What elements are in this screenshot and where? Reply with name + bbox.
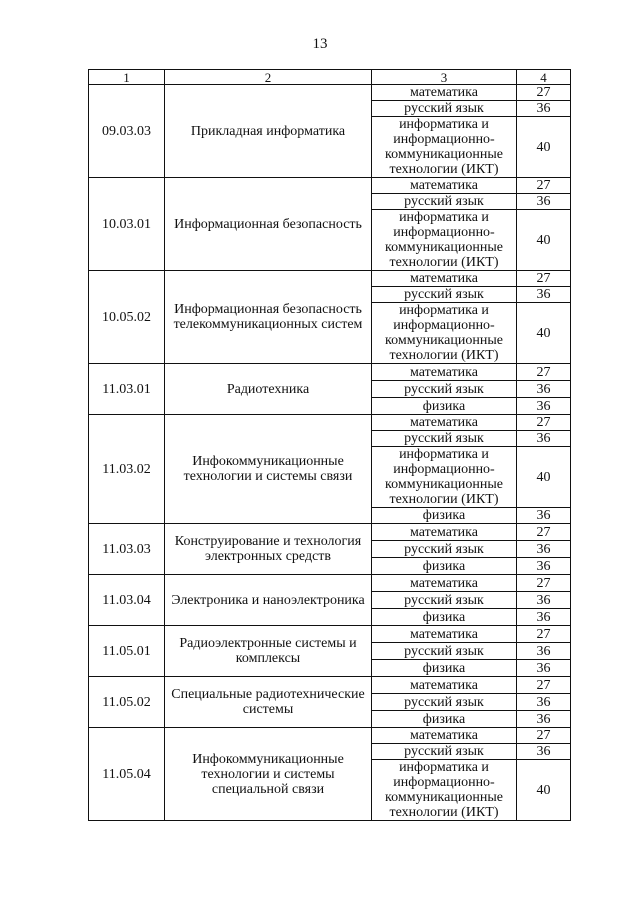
table-row [89,85,571,101]
min-score: 36 [517,101,571,117]
direction-code: 11.03.04 [89,575,165,626]
min-score: 36 [517,431,571,447]
subject-name: русский язык [372,194,517,210]
min-score: 27 [517,178,571,194]
min-score: 40 [517,303,571,364]
min-score: 27 [517,524,571,541]
min-score: 36 [517,643,571,660]
min-score: 40 [517,760,571,821]
subject-name: русский язык [372,744,517,760]
direction-name: Электроника и наноэлектроника [165,575,372,626]
subject-name: информатика и информационно-коммуникационные технологии (ИКТ) [372,447,517,508]
min-score: 27 [517,415,571,431]
subject-name: русский язык [372,381,517,398]
direction-name: Радиотехника [165,364,372,415]
direction-code: 11.05.01 [89,626,165,677]
subject-name: физика [372,711,517,728]
direction-name: Прикладная информатика [165,85,372,178]
column-number-row [89,70,571,85]
subject-name: русский язык [372,541,517,558]
min-score: 36 [517,592,571,609]
direction-code: 11.03.01 [89,364,165,415]
min-score: 36 [517,398,571,415]
column-header: 2 [165,70,372,85]
subject-name: информатика и информационно-коммуникационные технологии (ИКТ) [372,210,517,271]
subject-name: русский язык [372,592,517,609]
direction-name: Конструирование и технология электронных средств [165,524,372,575]
admission-scores-table [88,69,571,821]
subject-name: информатика и информационно-коммуникационные технологии (ИКТ) [372,303,517,364]
min-score: 36 [517,508,571,524]
direction-code: 11.05.04 [89,728,165,821]
min-score: 27 [517,271,571,287]
column-header: 1 [89,70,165,85]
subject-name: физика [372,609,517,626]
min-score: 27 [517,364,571,381]
table-row [89,271,571,287]
subject-name: русский язык [372,643,517,660]
page-number: 13 [312,36,328,52]
direction-name: Информационная безопасность [165,178,372,271]
subject-name: русский язык [372,287,517,303]
min-score: 27 [517,85,571,101]
table-row [89,575,571,592]
min-score: 36 [517,711,571,728]
subject-name: информатика и информационно-коммуникационные технологии (ИКТ) [372,117,517,178]
direction-code: 11.03.03 [89,524,165,575]
table-row [89,415,571,431]
min-score: 27 [517,728,571,744]
min-score: 36 [517,660,571,677]
table-row [89,677,571,694]
table-row [89,728,571,744]
subject-name: математика [372,415,517,431]
column-header: 4 [517,70,571,85]
min-score: 36 [517,694,571,711]
min-score: 27 [517,575,571,592]
min-score: 40 [517,210,571,271]
subject-name: математика [372,677,517,694]
min-score: 36 [517,609,571,626]
table-row [89,626,571,643]
direction-name: Специальные радиотехнические системы [165,677,372,728]
subject-name: физика [372,398,517,415]
table-row [89,364,571,381]
table-row [89,524,571,541]
min-score: 36 [517,287,571,303]
min-score: 40 [517,447,571,508]
direction-code: 09.03.03 [89,85,165,178]
subject-name: физика [372,660,517,677]
column-header: 3 [372,70,517,85]
direction-code: 10.03.01 [89,178,165,271]
subject-name: математика [372,728,517,744]
min-score: 36 [517,381,571,398]
direction-name: Инфокоммуникационные технологии и системы специальной связи [165,728,372,821]
direction-name: Инфокоммуникационные технологии и системы связи [165,415,372,524]
subject-name: математика [372,524,517,541]
min-score: 36 [517,744,571,760]
direction-code: 11.03.02 [89,415,165,524]
subject-name: математика [372,575,517,592]
direction-code: 10.05.02 [89,271,165,364]
subject-name: информатика и информационно-коммуникационные технологии (ИКТ) [372,760,517,821]
subject-name: математика [372,85,517,101]
subject-name: физика [372,508,517,524]
min-score: 36 [517,558,571,575]
min-score: 27 [517,677,571,694]
min-score: 40 [517,117,571,178]
subject-name: физика [372,558,517,575]
subject-name: математика [372,271,517,287]
subject-name: математика [372,364,517,381]
subject-name: русский язык [372,101,517,117]
subject-name: русский язык [372,694,517,711]
subject-name: математика [372,626,517,643]
min-score: 27 [517,626,571,643]
direction-code: 11.05.02 [89,677,165,728]
table-row [89,178,571,194]
subject-name: математика [372,178,517,194]
direction-name: Информационная безопасность телекоммуникационных систем [165,271,372,364]
subject-name: русский язык [372,431,517,447]
table-body [89,85,571,821]
min-score: 36 [517,541,571,558]
min-score: 36 [517,194,571,210]
direction-name: Радиоэлектронные системы и комплексы [165,626,372,677]
